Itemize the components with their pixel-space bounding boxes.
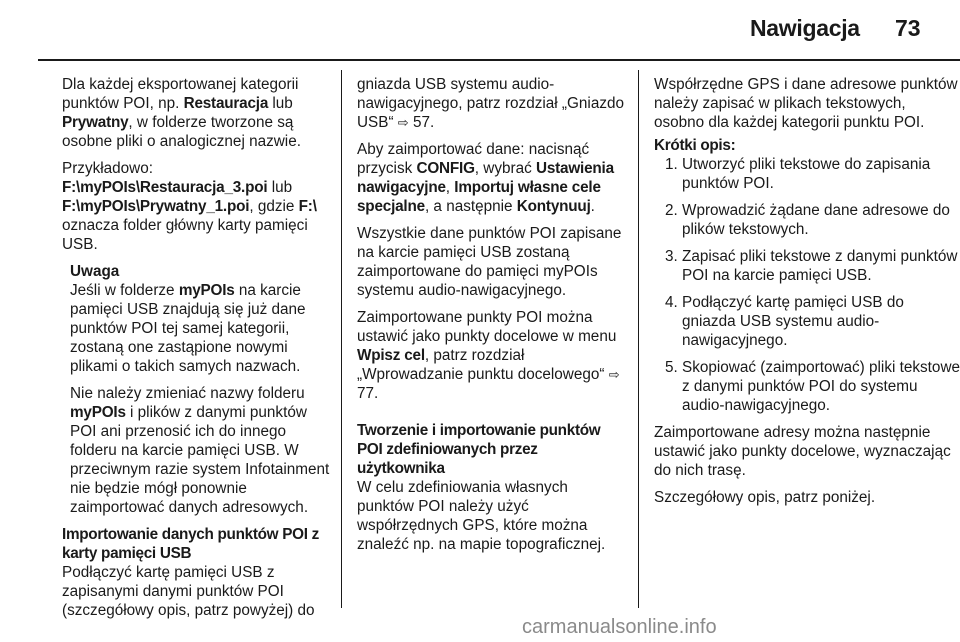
column-3: [654, 75, 960, 515]
text: lub: [267, 179, 293, 196]
paragraph: Podłączyć kartę pamięci USB z zapisanymi danymi punktów POI (szczegółowy opis, patrz powyżej) do: [62, 564, 315, 619]
watermark: carmanualsonline.info: [522, 616, 717, 638]
list-item: [654, 201, 960, 239]
paragraph: Szczegółowy opis, patrz poniżej.: [654, 489, 876, 506]
page-ref: 77.: [357, 385, 379, 402]
text: Jeśli w folderze: [70, 282, 179, 299]
section-heading: Tworzenie i importowanie punktów POI zdefiniowanych przez użytkownika: [357, 422, 601, 477]
text: lub: [268, 95, 293, 112]
paragraph: [357, 140, 629, 216]
text: , gdzie: [249, 198, 299, 215]
note-title: Uwaga: [70, 263, 120, 280]
page-title: Nawigacja: [750, 15, 860, 41]
paragraph: [357, 75, 629, 132]
term-kontynuuj: Kontynuuj: [516, 198, 591, 215]
term-config: CONFIG: [416, 160, 475, 177]
step-number: 4.: [665, 294, 678, 311]
step-text: Podłączyć kartę pamięci USB do gniazda USB systemu audio-nawigacyjnego.: [682, 294, 904, 349]
text: , patrz rozdział „Wprowadzanie punktu docelowego“: [357, 347, 609, 383]
term-mypois: myPOIs: [178, 282, 235, 299]
column-divider-2: [638, 70, 639, 608]
step-number: 1.: [665, 156, 678, 173]
term-restauracja: Restauracja: [183, 95, 269, 112]
step-text: Utworzyć pliki tekstowe do zapisania punktów POI.: [682, 156, 931, 192]
list-item: [654, 293, 960, 350]
list-item: [654, 358, 960, 415]
text: Nie należy zmieniać nazwy folderu: [70, 385, 305, 402]
term-prywatny: Prywatny: [62, 114, 129, 131]
text: oznacza folder główny karty pamięci USB.: [62, 217, 308, 253]
section-heading: Importowanie danych punktów POI z karty pamięci USB: [62, 526, 319, 562]
paragraph: Współrzędne GPS i dane adresowe punktów należy zapisać w plikach tekstowych, osobno dla każdej kategorii punktu POI.: [654, 76, 958, 131]
list-item: [654, 155, 960, 193]
page-ref-arrow-icon: ⇨: [397, 115, 409, 130]
text: , a następnie: [424, 198, 517, 215]
column-divider-1: [341, 70, 342, 608]
paragraph: [357, 308, 629, 403]
step-number: 5.: [665, 359, 678, 376]
list-item: [654, 247, 960, 285]
page-number: 73: [895, 15, 921, 41]
paragraph: [62, 75, 334, 151]
note-box: [70, 262, 334, 517]
text: i plików z danymi punktów POI ani przenosić ich do innego folderu na karcie pamięci USB. W przeciwnym razie system Infotainment nie będzie mógł ponownie zaimportować danych adresowych.: [70, 404, 330, 516]
text: Przykładowo:: [62, 160, 153, 177]
term-ustawienia: Ustawienia nawigacyjne: [357, 160, 614, 196]
text: .: [590, 198, 595, 215]
paragraph: [62, 159, 334, 254]
page-ref: 57.: [408, 114, 435, 131]
path-example-2: F:\myPOIs\Prywatny_1.poi: [62, 198, 250, 215]
step-text: Wprowadzić żądane dane adresowe do plików tekstowych.: [682, 202, 950, 238]
text: ,: [445, 179, 455, 196]
term-importuj: Importuj własne cele specjalne: [357, 179, 601, 215]
text: na karcie pamięci USB znajdują się już dane punktów POI tej samej kategorii, zostaną one zastąpione nowymi plikami o takich samych nazwach.: [70, 282, 306, 375]
term-wpisz-cel: Wpisz cel: [357, 347, 425, 364]
column-1: [62, 75, 334, 628]
short-description-title: Krótki opis:: [654, 137, 736, 154]
paragraph: W celu zdefiniowania własnych punktów POI należy użyć współrzędnych GPS, które można znaleźć np. na mapie topograficznej.: [357, 479, 606, 553]
text: Dla każdej eksportowanej kategorii punktów POI, np.: [62, 76, 299, 112]
path-example-1: F:\myPOIs\Restauracja_3.poi: [62, 179, 268, 196]
page-ref-arrow-icon: ⇨: [608, 367, 620, 382]
note-paragraph: [70, 384, 334, 517]
column-2: [357, 75, 629, 562]
text: , w folderze tworzone są osobne pliki o analogicznej nazwie.: [62, 114, 301, 150]
text: , wybrać: [474, 160, 536, 177]
term-mypois: myPOIs: [70, 404, 126, 421]
paragraph: Wszystkie dane punktów POI zapisane na karcie pamięci USB zostaną zaimportowane do pamięci myPOIs systemu audio-nawigacyjnego.: [357, 225, 622, 299]
text: Zaimportowane punkty POI można ustawić jako punkty docelowe w menu: [357, 309, 617, 345]
text: Aby zaimportować dane: nacisnąć przycisk: [357, 141, 590, 177]
paragraph: Zaimportowane adresy można następnie ustawić jako punkty docelowe, wyznaczając do nich trasę.: [654, 424, 951, 479]
step-number: 2.: [665, 202, 678, 219]
step-text: Skopiować (zaimportować) pliki tekstowe z danymi punktów POI do systemu audio-nawigacyjnego.: [682, 359, 960, 414]
text: gniazda USB systemu audio-nawigacyjnego, patrz rozdział „Gniazdo USB“: [357, 76, 624, 131]
steps-list: [654, 155, 960, 415]
root-folder: F:\: [298, 198, 317, 215]
step-text: Zapisać pliki tekstowe z danymi punktów POI na karcie pamięci USB.: [682, 248, 958, 284]
note-paragraph: [70, 281, 334, 376]
page-header: [0, 0, 960, 60]
header-rule: [38, 59, 960, 61]
step-number: 3.: [665, 248, 678, 265]
